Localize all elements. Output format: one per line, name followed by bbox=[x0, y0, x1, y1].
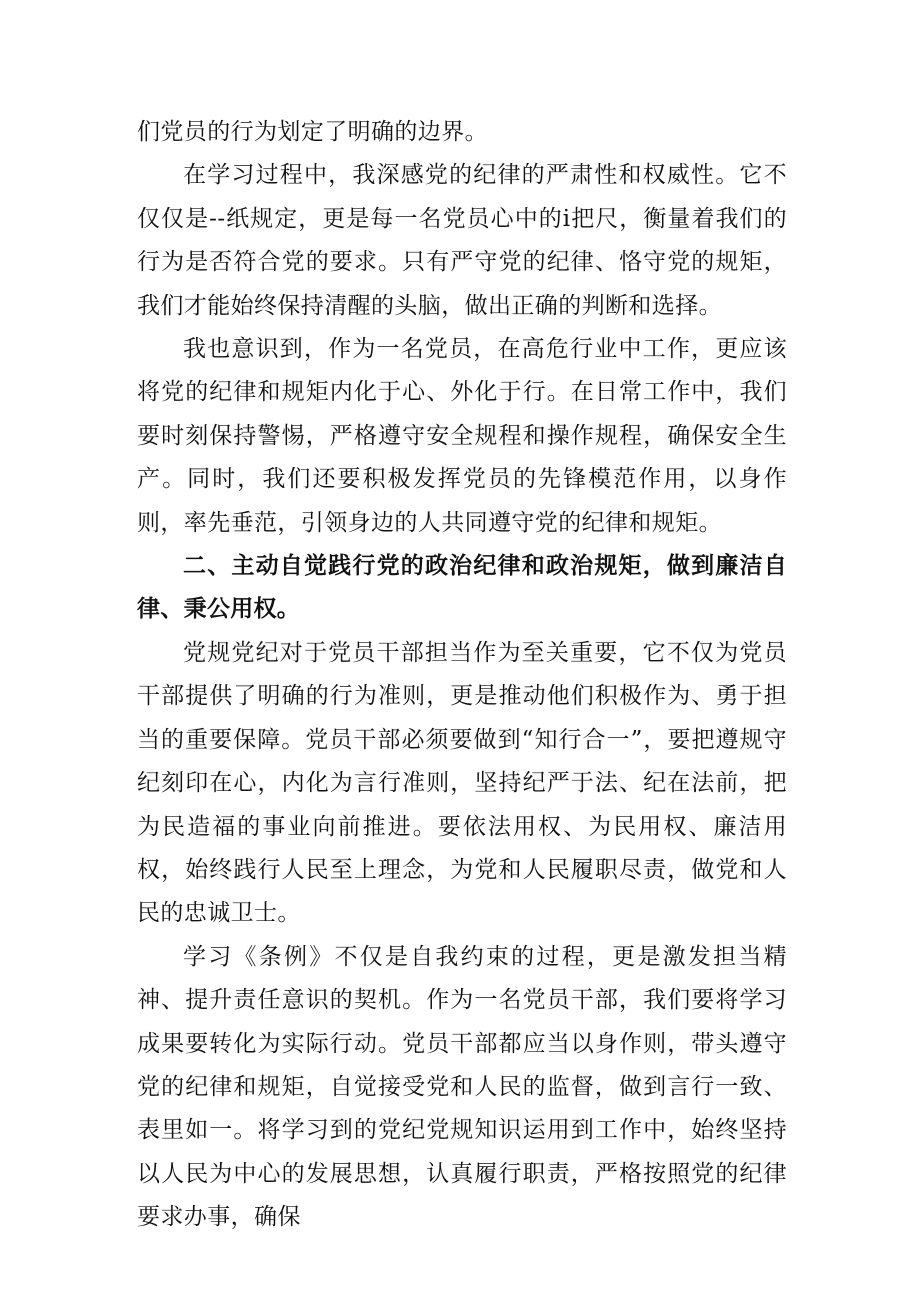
section-heading-2: 二、主动自觉践行党的政治纪律和政治规矩，做到廉洁自律、秉公用权。 bbox=[137, 553, 787, 623]
paragraph-discipline-seriousness: 在学习过程中，我深感党的纪律的严肃性和权威性。它不仅仅是--纸规定，更是每一名党员心中的i把尺，衡量着我们的行为是否符合党的要求。只有严守党的纪律、恪守党的规矩，我们才能始终保持清醒的头脑，做出正确的判断和选择。 bbox=[137, 162, 787, 319]
paragraph-party-rules: 党规党纪对于党员干部担当作为至关重要，它不仅为党员干部提供了明确的行为准则，更是推动他们积极作为、勇于担当的重要保障。党员干部必须要做到“知行合一”，要把遵规守纪刻印在心，内化为言行准则，坚持纪严于法、纪在法前，把为民造福的事业向前推进。要依法用权、为民用权、廉洁用权，始终践行人民至上理念，为党和人民履职尽责，做党和人民的忠诚卫士。 bbox=[137, 639, 787, 927]
document-body bbox=[137, 111, 787, 1240]
paragraph-high-risk-industry: 我也意识到，作为一名党员，在高危行业中工作，更应该将党的纪律和规矩内化于心、外化于行。在日常工作中，我们要时刻保持警惕，严格遵守安全规程和操作规程，确保安全生产。同时，我们还要积极发挥党员的先锋模范作用，以身作则，率先垂范，引领身边的人共同遵守党的纪律和规矩。 bbox=[137, 336, 787, 536]
paragraph-study-regulations: 学习《条例》不仅是自我约束的过程，更是激发担当精神、提升责任意识的契机。作为一名党员干部，我们要将学习成果要转化为实际行动。党员干部都应当以身作则，带头遵守党的纪律和规矩，自觉接受党和人民的监督，做到言行一致、表里如一。将学习到的党纪党规知识运用到工作中，始终坚持以人民为中心的发展思想，认真履行职责，严格按照党的纪律要求办事，确保 bbox=[137, 943, 787, 1231]
paragraph-continuation: 们党员的行为划定了明确的边界。 bbox=[137, 119, 488, 145]
